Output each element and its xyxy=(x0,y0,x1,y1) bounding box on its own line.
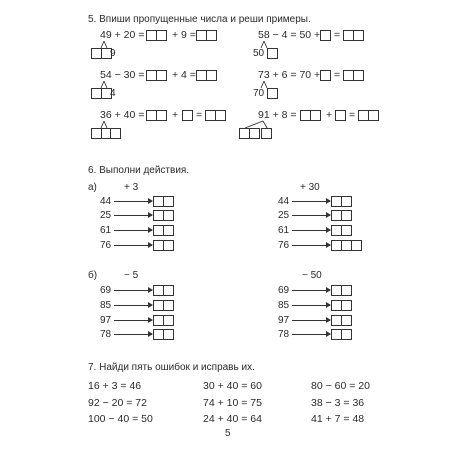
operand: 97 xyxy=(278,315,290,326)
task5-row1-right-expr: 58 − 4 = 50 + xyxy=(258,29,321,41)
page-number: 5 xyxy=(225,428,231,439)
operand: 78 xyxy=(100,329,112,340)
arrow xyxy=(292,305,330,306)
equation: 41 + 7 = 48 xyxy=(311,413,365,425)
task5-row1-left-hint: 9 xyxy=(110,48,116,59)
operand: 76 xyxy=(100,240,112,251)
task5-row2-left-hint: 4 xyxy=(110,88,116,99)
task5-title: 5. Впиши пропущенные числа и реши примеры. xyxy=(88,14,311,25)
arrow xyxy=(114,215,152,216)
equation: 30 + 40 = 60 xyxy=(203,380,262,392)
task5-row1-left-mid: + 9 = xyxy=(172,29,196,41)
arrow xyxy=(114,290,152,291)
answer-boxes[interactable] xyxy=(153,329,173,340)
arrow xyxy=(114,245,152,246)
task5-row1-right-hint: 50 xyxy=(253,48,265,59)
arrow xyxy=(292,201,330,202)
task5-row2-right-expr: 73 + 6 = 70 + xyxy=(258,69,321,81)
answer-boxes[interactable] xyxy=(153,225,173,236)
arrow xyxy=(292,290,330,291)
answer-boxes[interactable] xyxy=(153,315,173,326)
task5-row3-right-eq: = xyxy=(349,109,356,121)
arrow xyxy=(114,230,152,231)
task5-row2-right-eq: = xyxy=(334,69,341,81)
operand: 85 xyxy=(100,300,112,311)
equation: 80 − 60 = 20 xyxy=(311,380,370,392)
answer-boxes[interactable] xyxy=(331,196,351,207)
answer-boxes[interactable] xyxy=(331,285,351,296)
answer-boxes[interactable] xyxy=(331,329,351,340)
operand: 78 xyxy=(278,329,290,340)
equation: 24 + 40 = 64 xyxy=(203,413,262,425)
answer-boxes[interactable] xyxy=(331,300,351,311)
task6-part-a-label: а) xyxy=(88,182,97,193)
task7-title: 7. Найди пять ошибок и исправь их. xyxy=(88,362,255,373)
answer-boxes[interactable] xyxy=(153,300,173,311)
operand: 85 xyxy=(278,300,290,311)
answer-boxes[interactable] xyxy=(331,210,351,221)
task5-row3-right-plus: + xyxy=(326,109,333,121)
task6-part-b-left-op: − 5 xyxy=(124,270,139,281)
arrow xyxy=(114,320,152,321)
answer-boxes[interactable] xyxy=(331,315,351,326)
arrow xyxy=(114,334,152,335)
task5-row2-right-hint: 70 xyxy=(253,88,265,99)
arrow xyxy=(114,201,152,202)
task5-row3-left-eq: = xyxy=(196,109,203,121)
answer-boxes[interactable] xyxy=(239,128,259,139)
operand: 76 xyxy=(278,240,290,251)
answer-boxes[interactable] xyxy=(331,240,361,251)
answer-boxes[interactable] xyxy=(153,285,173,296)
task5-row1-right-eq: = xyxy=(334,29,341,41)
task6-part-a-right-op: + 30 xyxy=(300,182,320,193)
equation: 16 + 3 = 46 xyxy=(88,380,142,392)
task6-title: 6. Выполни действия. xyxy=(88,165,190,176)
operand: 61 xyxy=(100,225,112,236)
answer-boxes[interactable] xyxy=(153,240,173,251)
task6-part-a-left-op: + 3 xyxy=(124,182,139,193)
task5-row2-left-expr: 54 − 30 = xyxy=(100,69,145,81)
arrow xyxy=(292,320,330,321)
operand: 44 xyxy=(278,196,290,207)
arrow xyxy=(114,305,152,306)
answer-boxes[interactable] xyxy=(153,196,173,207)
arrow xyxy=(292,215,330,216)
task6-part-b-label: б) xyxy=(88,270,98,281)
operand: 69 xyxy=(100,285,112,296)
task5-row3-right-expr: 91 + 8 = xyxy=(258,109,297,121)
equation: 92 − 20 = 72 xyxy=(88,397,147,409)
operand: 44 xyxy=(100,196,112,207)
arrow xyxy=(292,334,330,335)
operand: 25 xyxy=(100,210,112,221)
task5-row3-left-plus: + xyxy=(172,109,179,121)
task5-row3-left-expr: 36 + 40 = xyxy=(100,109,145,121)
task5-row2-left-mid: + 4 = xyxy=(172,69,196,81)
arrow xyxy=(292,230,330,231)
arrow xyxy=(292,245,330,246)
operand: 61 xyxy=(278,225,290,236)
equation: 100 − 40 = 50 xyxy=(88,413,153,425)
task5-row1-left-expr: 49 + 20 = xyxy=(100,29,145,41)
operand: 25 xyxy=(278,210,290,221)
equation: 74 + 10 = 75 xyxy=(203,397,262,409)
operand: 97 xyxy=(100,315,112,326)
task6-part-b-right-op: − 50 xyxy=(302,270,322,281)
answer-boxes[interactable] xyxy=(153,210,173,221)
answer-boxes[interactable] xyxy=(331,225,351,236)
equation: 38 − 3 = 36 xyxy=(311,397,365,409)
operand: 69 xyxy=(278,285,290,296)
answer-box[interactable] xyxy=(261,128,271,139)
